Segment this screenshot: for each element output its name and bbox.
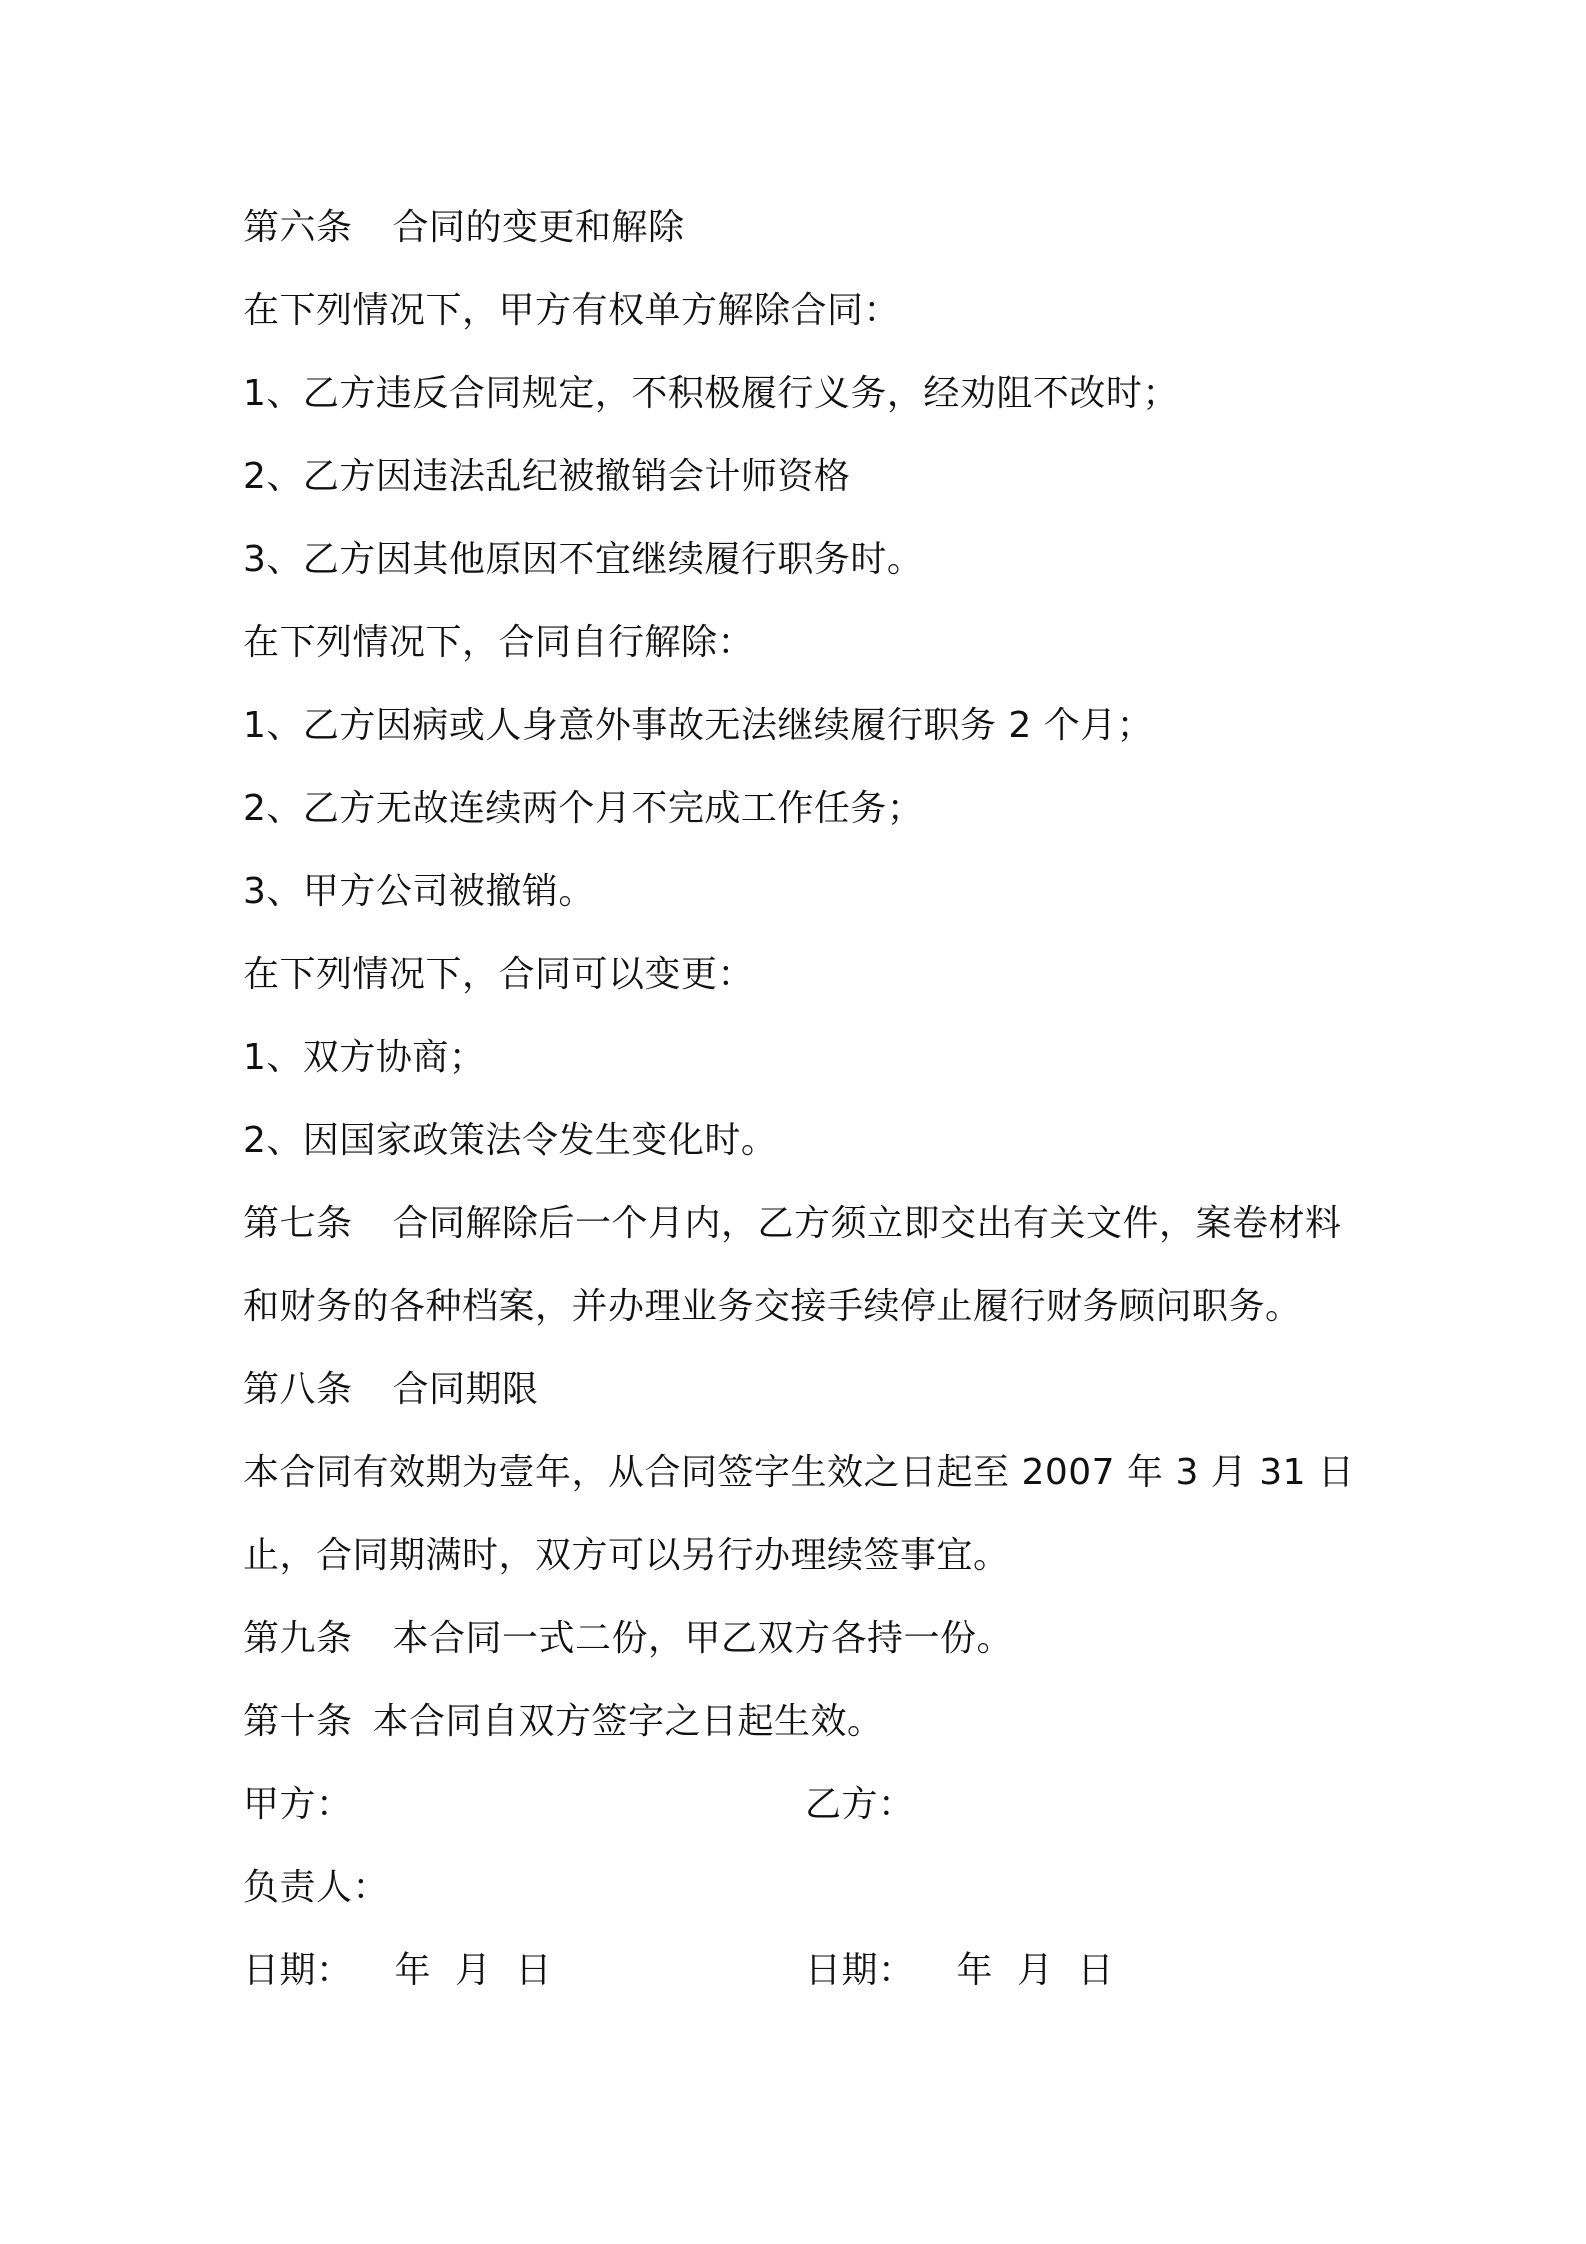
article-8-title: 合同期限: [392, 1369, 539, 1410]
automatic-termination-item-3: 3、甲方公司被撤销。: [243, 871, 595, 912]
article-8-line-1: 本合同有效期为壹年，从合同签字生效之日起至 2007 年 3 月 31 日: [243, 1452, 1355, 1493]
signature-dates-row: [243, 1949, 1393, 1993]
article-9: [243, 1617, 1393, 1661]
article-7-line-1: [243, 1202, 1393, 1246]
party-b-date: [805, 1949, 1114, 1993]
article-6-heading: [243, 206, 1393, 250]
article-10-label: 第十条: [243, 1701, 353, 1742]
article-7-line-2: 和财务的各种档案，并办理业务交接手续停止履行财务顾问职务。: [243, 1286, 1302, 1327]
article-6-title: 合同的变更和解除: [392, 207, 685, 248]
automatic-termination-item-2: 2、乙方无故连续两个月不完成工作任务；: [243, 788, 924, 829]
date-year: 年: [394, 1950, 432, 1991]
signature-parties-row: [243, 1783, 1393, 1827]
contract-change-item-1: 1、双方协商；: [243, 1037, 486, 1078]
date-day: 日: [515, 1950, 553, 1991]
party-a-label: 甲方：: [243, 1784, 353, 1825]
date-year: 年: [956, 1950, 994, 1991]
article-7-text-1: 合同解除后一个月内，乙方须立即交出有关文件，案卷材料: [392, 1203, 1342, 1244]
date-month: 月: [1017, 1950, 1054, 1991]
article-9-text: 本合同一式二份，甲乙双方各持一份。: [392, 1618, 1014, 1659]
automatic-termination-item-1: 1、乙方因病或人身意外事故无法继续履行职务 2 个月；: [243, 705, 1154, 746]
termination-by-a-intro: 在下列情况下，甲方有权单方解除合同：: [243, 290, 901, 331]
date-month: 月: [455, 1950, 492, 1991]
article-8-line-2: 止，合同期满时，双方可以另行办理续签事宜。: [243, 1535, 1010, 1576]
contract-change-intro: 在下列情况下，合同可以变更：: [243, 954, 755, 995]
termination-by-a-item-2: 2、乙方因违法乱纪被撤销会计师资格: [243, 456, 851, 497]
article-6-label: 第六条: [243, 207, 353, 248]
responsible-person-label: 负责人：: [243, 1867, 390, 1908]
article-9-label: 第九条: [243, 1618, 353, 1659]
party-a-date: [243, 1950, 552, 1991]
date-label: 日期：: [243, 1950, 353, 1991]
termination-by-a-item-3: 3、乙方因其他原因不宜继续履行职务时。: [243, 539, 924, 580]
automatic-termination-intro: 在下列情况下，合同自行解除：: [243, 622, 755, 663]
party-b-label: 乙方：: [805, 1784, 915, 1825]
termination-by-a-item-1: 1、乙方违反合同规定，不积极履行义务，经劝阻不改时；: [243, 373, 1179, 414]
article-7-label: 第七条: [243, 1203, 353, 1244]
contract-change-item-2: 2、因国家政策法令发生变化时。: [243, 1120, 778, 1161]
article-8-label: 第八条: [243, 1369, 353, 1410]
article-8-heading: [243, 1368, 1393, 1412]
date-day: 日: [1077, 1950, 1115, 1991]
date-label: 日期：: [805, 1950, 915, 1991]
article-10-text: 本合同自双方签字之日起生效。: [372, 1701, 884, 1742]
article-10: [243, 1700, 1393, 1744]
